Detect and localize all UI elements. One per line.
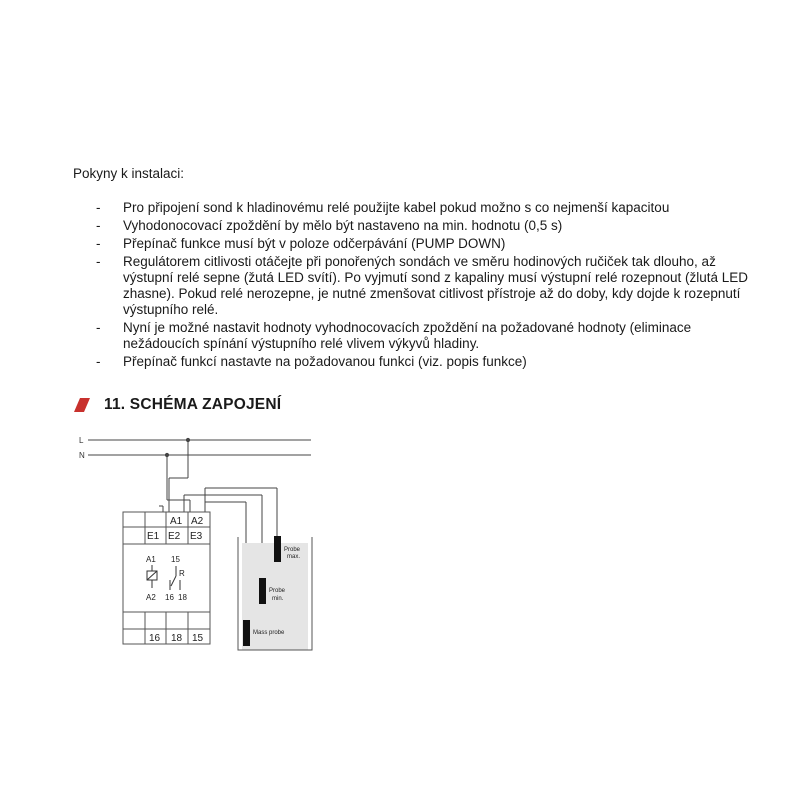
bullet-dash: - bbox=[96, 320, 101, 335]
instruction-text: Vyhodonocovací zpoždění by mělo být nastaveno na min. hodnotu (0,5 s) bbox=[123, 218, 563, 233]
terminal-a1-label: A1 bbox=[170, 516, 183, 527]
terminal-18-label: 18 bbox=[171, 633, 183, 644]
supply-wires bbox=[165, 438, 190, 512]
coil-a1-label: A1 bbox=[146, 555, 156, 564]
instruction-text: Regulátorem citlivosti otáčejte při ponořených sondách ve směru hodinových ručiček tak dlouho, až výstupní relé sepne (žutá LED svítí). Po vyjmutí sond z kapaliny musí výstupní relé rozepnout (žlutá LED zhasne). Pokud relé nerozepne, je nutné zmenšovat citlivost přístroje až do doby, kdy dojde k rozepnutí výstupního relé. bbox=[123, 254, 749, 317]
bullet-dash: - bbox=[96, 354, 101, 369]
instruction-text: Nyní je možné nastavit hodnoty vyhodnocovacích zpoždění na požadované hodnoty (eliminace nežádoucích spínání výstupního relé vlivem výkyvů hladiny. bbox=[123, 320, 692, 351]
bullet-dash: - bbox=[96, 200, 101, 215]
terminal-e1-label: E1 bbox=[147, 531, 160, 542]
terminal-a2-label: A2 bbox=[191, 516, 204, 527]
contact-18-label: 18 bbox=[178, 593, 187, 602]
probe-mass-label: Mass probe bbox=[253, 630, 285, 636]
instruction-text: Přepínač funkce musí být v poloze odčerpávání (PUMP DOWN) bbox=[123, 236, 506, 251]
terminal-16-label: 16 bbox=[149, 633, 161, 644]
contact-15-label: 15 bbox=[171, 555, 180, 564]
contact-r-label: R bbox=[179, 569, 185, 578]
probe-mass bbox=[243, 620, 250, 646]
bullet-dash: - bbox=[96, 218, 101, 233]
probe-min-label: Probe bbox=[269, 588, 286, 594]
section-title: 11. SCHÉMA ZAPOJENÍ bbox=[104, 396, 282, 413]
line-l-label: L bbox=[79, 436, 84, 445]
terminal-15-label: 15 bbox=[192, 633, 204, 644]
intro-heading: Pokyny k instalaci: bbox=[73, 166, 185, 181]
terminal-e2-label: E2 bbox=[168, 531, 181, 542]
line-n-label: N bbox=[79, 451, 85, 460]
contact-16-label: 16 bbox=[165, 593, 174, 602]
terminal-e3-label: E3 bbox=[190, 531, 203, 542]
probe-min bbox=[259, 578, 266, 604]
probe-max bbox=[274, 536, 281, 562]
probe-max-label: Probe bbox=[284, 547, 301, 553]
bullet-dash: - bbox=[96, 254, 101, 269]
probe-max-sub-label: max. bbox=[287, 554, 301, 560]
coil-a2-label: A2 bbox=[146, 593, 156, 602]
instruction-text: Přepínač funkcí nastavte na požadovanou funkci (viz. popis funkce) bbox=[123, 354, 527, 369]
instruction-text: Pro připojení sond k hladinovému relé použijte kabel pokud možno s co nejmenší kapacitou bbox=[123, 200, 670, 215]
probe-min-sub-label: min. bbox=[272, 596, 284, 602]
bullet-dash: - bbox=[96, 236, 101, 251]
